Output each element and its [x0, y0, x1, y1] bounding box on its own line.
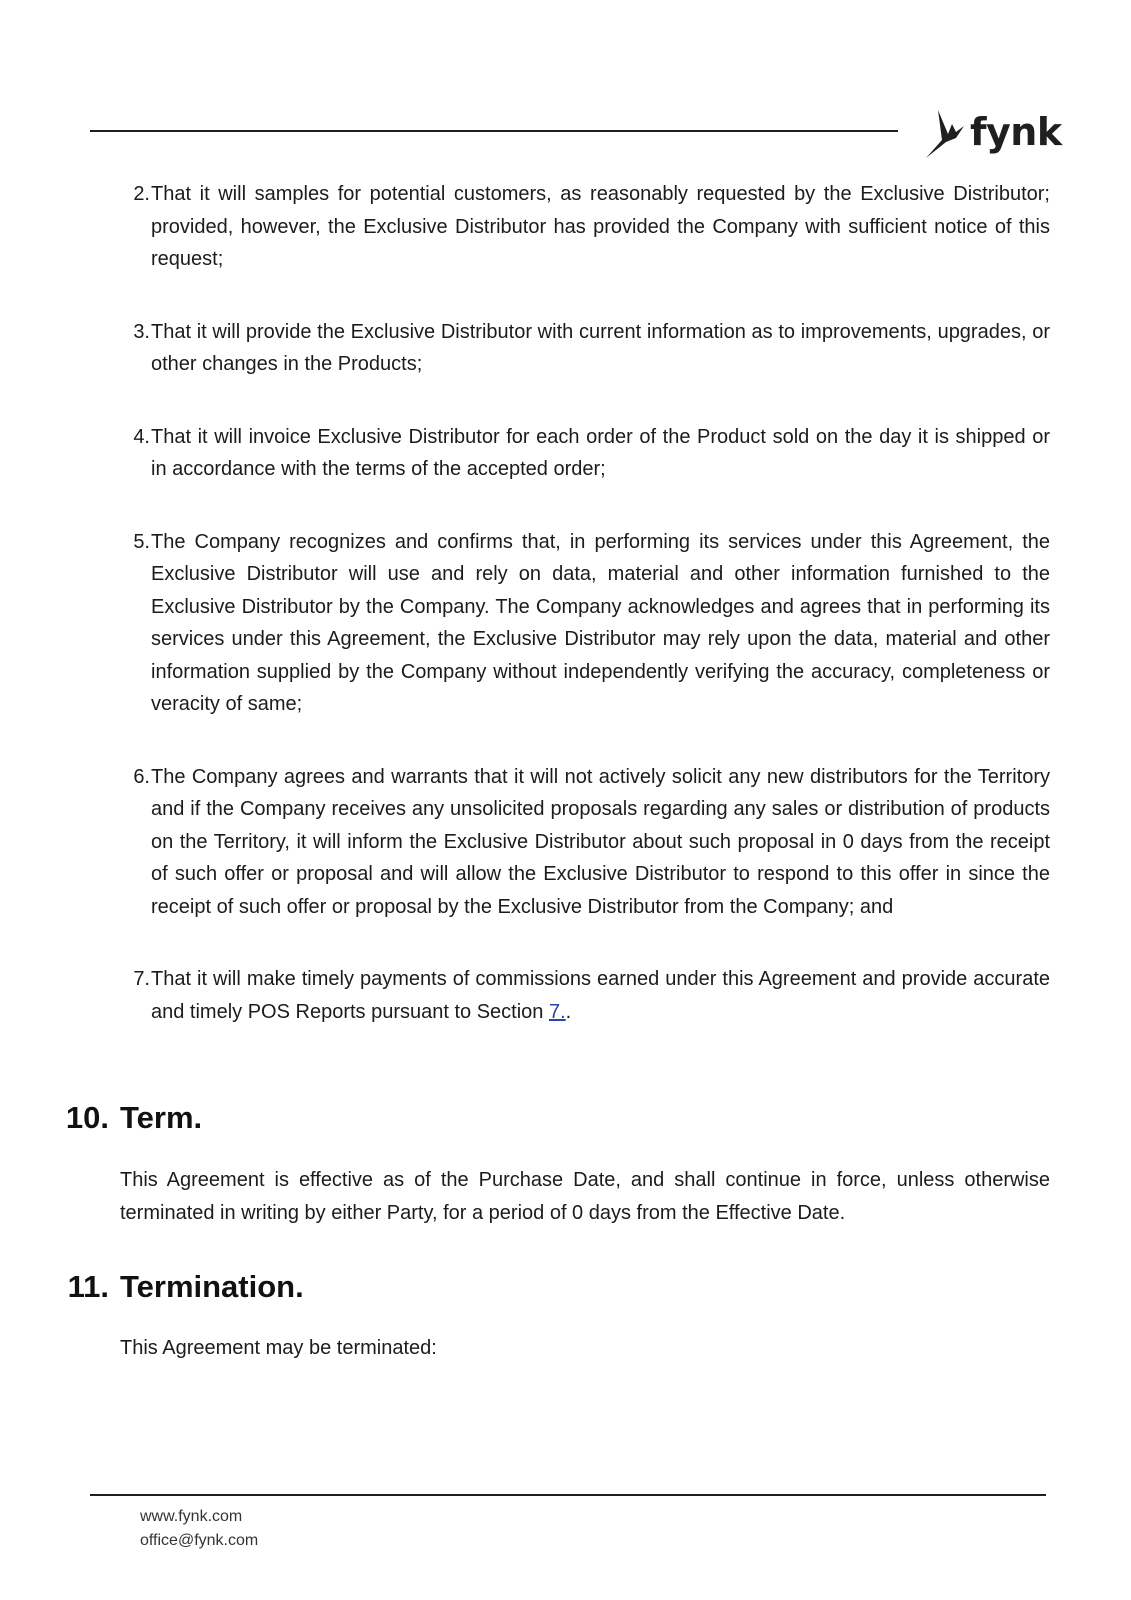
list-item	[120, 526, 1050, 721]
section-10-body: This Agreement is effective as of the Purchase Date, and shall continue in force, unless otherwise terminated in writing by either Party, for a period of 0 days from the Effective Date.	[120, 1169, 1050, 1224]
list-item-number: 3.	[133, 320, 150, 343]
list-item-text: The Company agrees and warrants that it will not actively solicit any new distributors for the Territory and if the Company receives any unsolicited proposals regarding any sales or distribution of products on the Territory, it will inform the Exclusive Distributor about such proposal in 0 days from the receipt of such offer or proposal and will allow the Exclusive Distributor to respond to this offer in since the receipt of such offer or proposal by the Exclusive Distributor from the Company; and	[151, 765, 1050, 918]
section-11-title: Termination.	[120, 1269, 304, 1304]
section-10-heading	[55, 1100, 202, 1136]
list-item	[120, 178, 1050, 276]
footer-email-link[interactable]: office@fynk.com	[140, 1532, 259, 1549]
list-item	[120, 761, 1050, 924]
footer-rule	[90, 1494, 1046, 1496]
list-item	[120, 421, 1050, 486]
bird-icon	[922, 104, 968, 160]
list-item-text: The Company recognizes and confirms that, in performing its services under this Agreement, the Exclusive Distributor will use and rely on data, material and other information furnished to the Exclusive Distributor by the Company. The Company acknowledges and agrees that in performing its services under this Agreement, the Exclusive Distributor may rely upon the data, material and other information supplied by the Company without independently verifying the accuracy, completeness or veracity of same;	[151, 530, 1050, 715]
list-item-text	[151, 963, 1050, 1028]
list-item-number: 2.	[133, 183, 150, 205]
obligations-list	[120, 178, 1050, 1068]
list-item-text: That it will provide the Exclusive Distributor with current information as to improvements, upgrades, or other changes in the Products;	[151, 320, 1050, 375]
section-11-body: This Agreement may be terminated:	[120, 1337, 437, 1359]
list-item-text: That it will invoice Exclusive Distributor for each order of the Product sold on the day it is shipped or in accordance with the terms of the accepted order;	[151, 425, 1050, 480]
section-10-number: 10.	[65, 1100, 109, 1135]
section-10-title: Term.	[120, 1100, 203, 1135]
section-7-link[interactable]: 7.	[548, 1000, 566, 1023]
section-11-number: 11.	[67, 1269, 109, 1304]
item7-trailing-period: .	[565, 1000, 572, 1023]
footer	[140, 1505, 258, 1553]
list-item-text: That it will samples for potential customers, as reasonably requested by the Exclusive Distributor; provided, however, the Exclusive Distributor has provided the Company with sufficient notice of this request;	[151, 183, 1050, 270]
list-item	[120, 316, 1050, 381]
fynk-logo	[922, 104, 1062, 160]
list-item-number: 4.	[133, 425, 150, 448]
list-item-number: 5.	[133, 530, 150, 553]
header-rule	[90, 130, 898, 132]
item7-text: That it will make timely payments of commissions earned under this Agreement and provide accurate and timely POS Reports pursuant to Section	[151, 968, 1050, 1023]
list-item-number: 7.	[133, 968, 150, 990]
section-11-heading	[55, 1269, 304, 1305]
logo-text: fynk	[970, 110, 1062, 154]
list-item	[120, 963, 1050, 1028]
footer-website-link[interactable]: www.fynk.com	[140, 1508, 243, 1525]
list-item-number: 6.	[133, 765, 150, 788]
